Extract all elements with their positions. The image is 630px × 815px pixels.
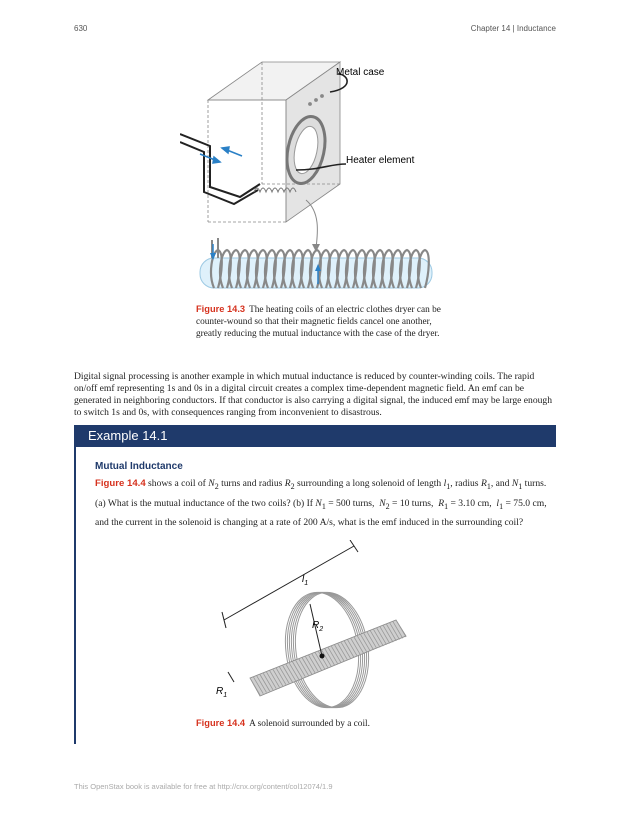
math: l	[496, 497, 500, 509]
math-sub: 1	[446, 481, 451, 491]
caption-label: Figure 14.3	[196, 304, 246, 314]
math: = 500 turns	[325, 497, 372, 509]
heater-wires	[180, 134, 260, 204]
caption-text: The heating coils of an electric clothes dryer can be counter-wound so that their magnetic fields cancel one another, greatly reducing the mutual inductance with the case of the dryer.	[196, 305, 441, 339]
math: R	[438, 497, 445, 509]
example-rule	[74, 447, 76, 744]
chapter-header: Chapter 14 | Inductance	[470, 24, 556, 33]
math: l	[443, 478, 447, 489]
math-sub: 1	[486, 481, 491, 491]
dryer-figure	[180, 52, 450, 302]
text: surrounding a long solenoid of length	[294, 478, 444, 489]
page-number: 630	[74, 24, 88, 33]
caption-label: Figure 14.4	[196, 718, 246, 728]
radius-r1-marker	[228, 672, 234, 682]
math: N	[315, 497, 322, 509]
math: R	[480, 478, 487, 489]
figure-14-3-caption	[196, 304, 442, 340]
math: N	[379, 497, 386, 509]
metal-case-label: Metal case	[336, 67, 385, 78]
math-sub: 1	[518, 481, 523, 491]
text: , radius	[450, 478, 481, 489]
solenoid-figure	[210, 540, 420, 715]
math-sub: 2	[385, 501, 390, 511]
text: , and	[490, 478, 512, 489]
math-sub: 1	[499, 501, 504, 511]
length-label: $l_1$	[302, 574, 309, 587]
heater-element-label: Heater element	[346, 155, 415, 166]
current-arrows	[200, 147, 242, 163]
body-paragraph: Digital signal processing is another example in which mutual inductance is reduced by counter-winding coils. The rapid on/off emf representing 1s and 0s in a digital circuit creates a complex time-dependent magnetic field. An emf can be generated in neighboring conductors. If that conductor is also carrying a digital signal, the induced emf may be large enough to switch 1s and 0s, with consequences ranging from inconvenient to disastrous.	[74, 371, 553, 419]
math: N	[208, 478, 215, 489]
text: turns and radius	[218, 478, 285, 489]
example-header	[74, 425, 556, 447]
math-sub: 1	[444, 501, 449, 511]
example-problem: Figure 14.4 shows a coil of $N_2$ turns and radius $R_2$ surrounding a long solenoid of length $l_1$, radius $R_1$, and $N_1$ turns. (a) What is the mutual inductance of the two coils? (b) If $N_1 = 500$ turns, $N_2 = 10$ turns, $R_1 = 3.10$ cm, $l_1 = 75.0$ cm, and the current in the solenoid is changing at a rate of 200 A/s, what is the emf induced in the surrounding coil?	[95, 478, 547, 528]
radius-r1-label: $R_1$	[216, 686, 228, 699]
dryer-case	[208, 62, 340, 222]
math: = 3.10 cm	[448, 497, 490, 509]
figure-ref-link[interactable]: Figure 14.4	[95, 478, 146, 489]
solenoid	[250, 620, 406, 696]
math: N	[511, 478, 519, 489]
math-sub: 2	[214, 481, 219, 491]
math-sub: 2	[290, 481, 295, 491]
example-title: Example 14.1	[88, 428, 168, 443]
math: = 75.0 cm	[503, 497, 545, 509]
math: = 10 turns	[389, 497, 431, 509]
example-subtitle: Mutual Inductance	[95, 461, 183, 472]
footer: This OpenStax book is available for free at http://cnx.org/content/col12074/1.9	[74, 782, 333, 791]
radius-r2-label: $R_2$	[312, 620, 324, 633]
center-dot	[320, 654, 325, 659]
math-sub: 1	[321, 501, 326, 511]
text: shows a coil of	[145, 478, 209, 489]
text: , and the current in the solenoid is changing at a rate of 200 A/s, what is the emf induced in the surrounding coil?	[95, 497, 547, 528]
figure-14-4-caption	[196, 718, 456, 731]
caption-text: A solenoid surrounded by a coil.	[249, 719, 370, 729]
text: turns. (a) What is the mutual inductance of the two coils? (b) If	[95, 478, 547, 509]
math: R	[284, 478, 291, 489]
